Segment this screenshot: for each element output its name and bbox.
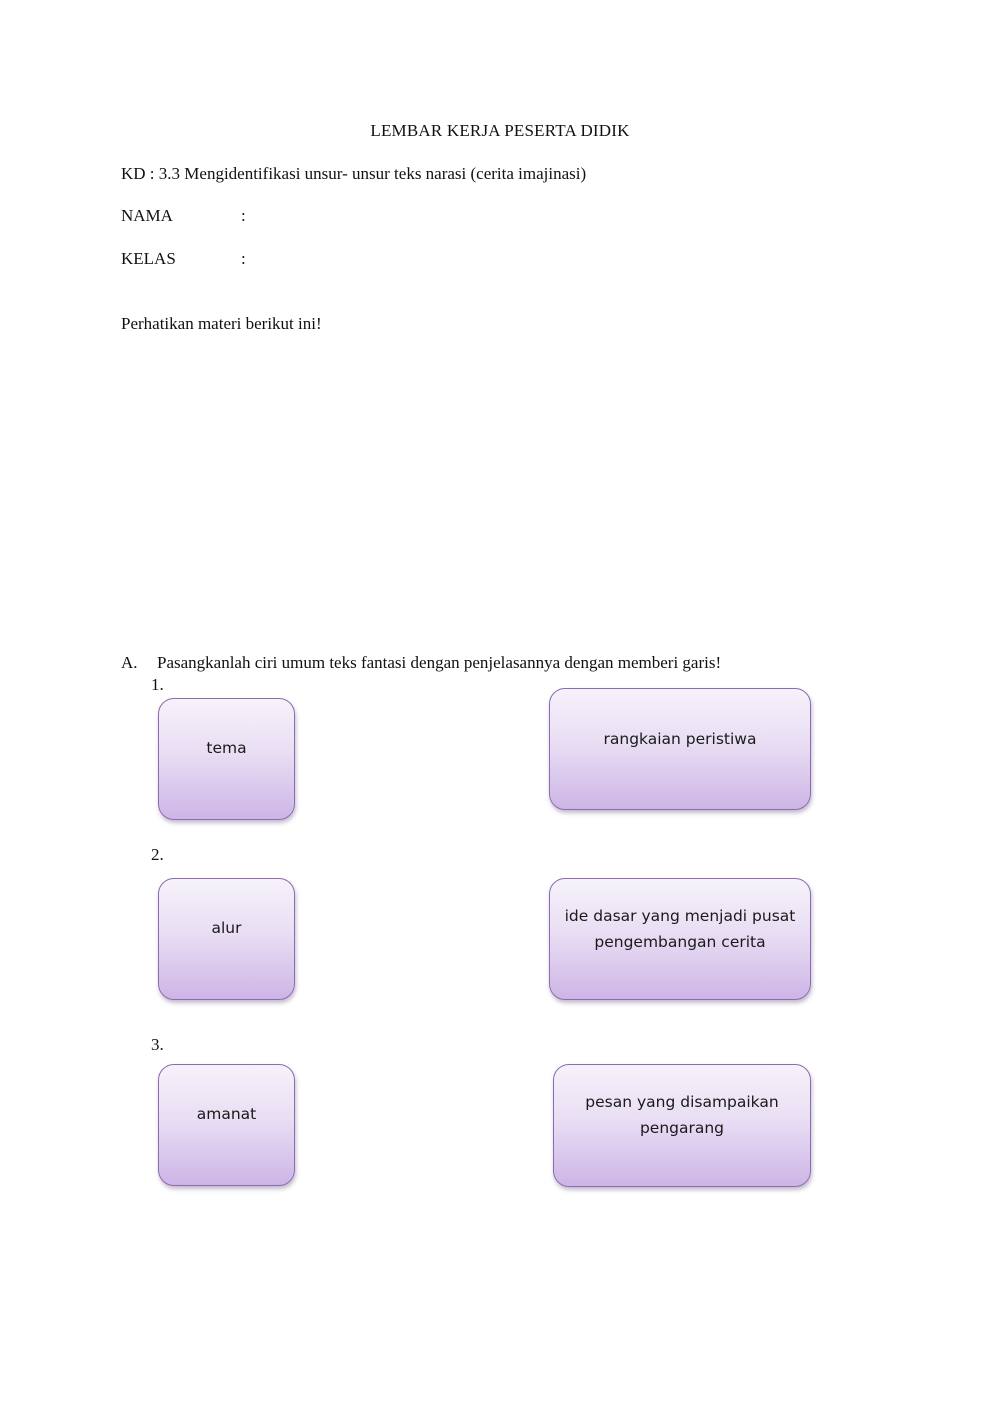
definition-card-2[interactable] — [549, 878, 811, 1000]
intro-text: Perhatikan materi berikut ini! — [121, 314, 322, 333]
term-label: amanat — [196, 1105, 257, 1123]
worksheet-title: LEMBAR KERJA PESERTA DIDIK — [370, 121, 630, 140]
item-number-1: 1. — [151, 675, 164, 694]
nama-label: NAMA — [121, 206, 173, 225]
section-letter: A. — [121, 653, 138, 672]
term-label: alur — [211, 919, 242, 937]
definition-line: rangkaian peristiwa — [603, 730, 757, 748]
definition-card-1[interactable] — [549, 688, 811, 810]
definition-line: pengembangan cerita — [594, 933, 766, 951]
kelas-colon: : — [241, 249, 246, 268]
definition-line: pengarang — [639, 1119, 725, 1137]
term-card-tema[interactable] — [158, 698, 295, 820]
definition-line: ide dasar yang menjadi pusat — [564, 907, 796, 925]
term-card-amanat[interactable] — [158, 1064, 295, 1186]
definition-card-3[interactable] — [553, 1064, 811, 1187]
kelas-label: KELAS — [121, 249, 176, 268]
item-number-3: 3. — [151, 1035, 164, 1054]
term-card-alur[interactable] — [158, 878, 295, 1000]
definition-line: pesan yang disampaikan — [585, 1093, 779, 1111]
kd-statement: KD : 3.3 Mengidentifikasi unsur- unsur teks narasi (cerita imajinasi) — [121, 164, 587, 183]
section-instruction: Pasangkanlah ciri umum teks fantasi dengan penjelasannya dengan memberi garis! — [157, 653, 722, 672]
term-label: tema — [206, 739, 247, 757]
nama-colon: : — [241, 206, 246, 225]
item-number-2: 2. — [151, 845, 164, 864]
